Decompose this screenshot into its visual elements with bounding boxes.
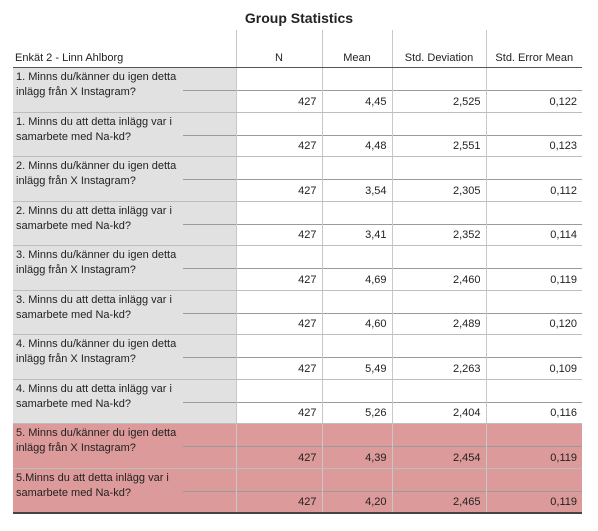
cell-n-value: 427 — [298, 184, 317, 197]
row-label: 5.Minns du att detta inlägg var i samarbete med Na-kd? — [16, 471, 169, 499]
cell-std-deviation-value: 2,460 — [452, 273, 481, 286]
row-label-cell — [13, 468, 236, 513]
row-divider — [183, 90, 236, 91]
cell-n — [236, 68, 322, 113]
cell-mean-value: 4,69 — [365, 273, 387, 286]
row-label-cell — [13, 290, 236, 335]
table-row — [13, 290, 582, 335]
cell-std-deviation — [392, 246, 486, 291]
cell-divider — [393, 135, 486, 136]
row-divider — [183, 402, 236, 403]
cell-divider — [237, 90, 322, 91]
cell-std-deviation-value: 2,305 — [452, 184, 481, 197]
cell-std-error-mean — [486, 112, 582, 157]
cell-std-error-mean-value: 0,122 — [549, 95, 577, 108]
row-divider — [183, 179, 236, 180]
cell-mean — [322, 424, 392, 469]
cell-std-deviation — [392, 379, 486, 424]
row-label: 2. Minns du/känner du igen detta inlägg från X Instagram? — [16, 160, 177, 187]
cell-std-error-mean-value: 0,109 — [549, 362, 577, 375]
cell-divider — [393, 90, 486, 91]
cell-divider — [393, 179, 486, 180]
cell-std-deviation — [392, 290, 486, 335]
cell-divider — [237, 491, 322, 492]
cell-divider — [323, 357, 392, 358]
cell-std-deviation — [392, 201, 486, 246]
cell-n-value: 427 — [298, 95, 317, 108]
cell-divider — [487, 90, 583, 91]
table-title: Group Statistics — [244, 10, 354, 26]
cell-divider — [487, 313, 583, 314]
cell-std-deviation-value: 2,352 — [452, 229, 481, 241]
cell-std-error-mean — [486, 157, 582, 202]
cell-mean-value: 3,54 — [365, 184, 387, 197]
cell-divider — [393, 268, 486, 269]
cell-mean — [322, 112, 392, 157]
cell-std-error-mean — [486, 424, 582, 469]
table-row — [13, 379, 582, 424]
cell-divider — [487, 268, 583, 269]
row-label-cell — [13, 68, 236, 113]
cell-std-deviation-value: 2,404 — [452, 407, 481, 419]
cell-mean — [322, 468, 392, 513]
row-divider — [183, 135, 236, 136]
cell-mean-value: 5,49 — [365, 362, 387, 375]
cell-std-deviation — [392, 112, 486, 157]
cell-std-deviation — [392, 335, 486, 380]
cell-std-error-mean — [486, 246, 582, 291]
cell-mean — [322, 335, 392, 380]
cell-n — [236, 290, 322, 335]
cell-n — [236, 201, 322, 246]
cell-n-value: 427 — [298, 495, 317, 508]
cell-n-value: 427 — [298, 362, 317, 375]
table-row — [13, 468, 582, 513]
cell-n — [236, 424, 322, 469]
row-label-cell — [13, 379, 236, 424]
cell-std-deviation — [392, 157, 486, 202]
row-label-cell — [13, 201, 236, 246]
cell-std-error-mean-value: 0,123 — [549, 140, 577, 152]
table-row — [13, 246, 582, 291]
cell-std-deviation-value: 2,263 — [452, 362, 481, 375]
cell-divider — [487, 491, 583, 492]
cell-n-value: 427 — [298, 318, 317, 330]
row-label-cell — [13, 157, 236, 202]
row-label: 3. Minns du att detta inlägg var i samarbete med Na-kd? — [16, 293, 172, 321]
cell-mean-value: 3,41 — [365, 229, 387, 241]
cell-divider — [393, 224, 486, 225]
cell-divider — [487, 135, 583, 136]
cell-std-error-mean-value: 0,112 — [550, 184, 577, 197]
row-label-cell — [13, 424, 236, 469]
cell-divider — [393, 446, 486, 447]
table-row — [13, 157, 582, 202]
table-row — [13, 201, 582, 246]
cell-divider — [323, 135, 392, 136]
cell-std-error-mean-value: 0,119 — [550, 273, 577, 286]
cell-n-value: 427 — [298, 229, 317, 241]
row-divider — [183, 224, 236, 225]
cell-mean-value: 5,26 — [365, 407, 387, 419]
cell-mean — [322, 290, 392, 335]
cell-mean-value: 4,20 — [365, 495, 387, 508]
cell-divider — [487, 402, 583, 403]
cell-std-error-mean — [486, 335, 582, 380]
cell-std-deviation-value: 2,525 — [452, 95, 481, 108]
cell-divider — [237, 224, 322, 225]
cell-mean-value: 4,60 — [365, 318, 387, 330]
cell-mean — [322, 379, 392, 424]
cell-divider — [323, 224, 392, 225]
row-label-cell — [13, 335, 236, 380]
cell-std-error-mean — [486, 201, 582, 246]
cell-n — [236, 335, 322, 380]
cell-mean-value: 4,39 — [365, 451, 387, 464]
cell-mean-value: 4,48 — [365, 140, 387, 152]
cell-std-deviation-value: 2,551 — [452, 140, 481, 152]
table-row — [13, 424, 582, 469]
row-label: 1. Minns du att detta inlägg var i samarbete med Na-kd? — [16, 115, 172, 143]
header-std-deviation: Std. Deviation — [392, 30, 486, 68]
cell-std-deviation-value: 2,465 — [452, 495, 481, 508]
cell-divider — [237, 135, 322, 136]
cell-std-error-mean — [486, 379, 582, 424]
cell-std-deviation — [392, 68, 486, 113]
cell-std-deviation — [392, 424, 486, 469]
row-label-cell — [13, 112, 236, 157]
table-row — [13, 112, 582, 157]
cell-n — [236, 112, 322, 157]
row-label: 4. Minns du/känner du igen detta inlägg från X Instagram? — [16, 338, 177, 365]
cell-divider — [393, 357, 486, 358]
row-divider — [183, 313, 236, 314]
cell-divider — [323, 268, 392, 269]
group-statistics-table — [13, 30, 582, 514]
header-row — [13, 30, 582, 68]
cell-divider — [487, 446, 583, 447]
table-row — [13, 335, 582, 380]
cell-divider — [323, 402, 392, 403]
cell-n — [236, 157, 322, 202]
cell-n-value: 427 — [298, 140, 317, 152]
cell-divider — [393, 313, 486, 314]
cell-mean — [322, 201, 392, 246]
table-row — [13, 68, 582, 113]
cell-mean — [322, 157, 392, 202]
cell-divider — [237, 313, 322, 314]
cell-mean-value: 4,45 — [365, 95, 387, 108]
row-label: 4. Minns du att detta inlägg var i samarbete med Na-kd? — [16, 382, 172, 410]
cell-std-error-mean-value: 0,119 — [550, 451, 577, 464]
cell-std-error-mean — [486, 68, 582, 113]
row-label-cell — [13, 246, 236, 291]
cell-divider — [323, 446, 392, 447]
cell-std-error-mean — [486, 468, 582, 513]
cell-divider — [323, 491, 392, 492]
cell-n — [236, 468, 322, 513]
header-std-error-mean: Std. Error Mean — [486, 30, 582, 68]
cell-n-value: 427 — [298, 451, 317, 464]
cell-divider — [487, 357, 583, 358]
cell-divider — [237, 446, 322, 447]
row-label: 1. Minns du/känner du igen detta inlägg från X Instagram? — [16, 71, 177, 98]
cell-divider — [237, 402, 322, 403]
cell-divider — [323, 179, 392, 180]
header-n: N — [236, 30, 322, 68]
cell-n-value: 427 — [298, 273, 317, 286]
cell-divider — [237, 357, 322, 358]
row-divider — [183, 357, 236, 358]
cell-std-error-mean-value: 0,119 — [550, 495, 577, 508]
cell-divider — [323, 313, 392, 314]
cell-std-error-mean-value: 0,120 — [549, 318, 577, 330]
row-divider — [183, 491, 236, 492]
cell-std-deviation — [392, 468, 486, 513]
cell-divider — [487, 224, 583, 225]
cell-divider — [237, 179, 322, 180]
header-group-label: Enkät 2 - Linn Ahlborg — [13, 30, 236, 68]
cell-std-deviation-value: 2,489 — [452, 318, 481, 330]
row-label: 5. Minns du/känner du igen detta inlägg från X Instagram? — [16, 427, 177, 454]
cell-n-value: 427 — [298, 407, 317, 419]
cell-mean — [322, 68, 392, 113]
cell-std-error-mean-value: 0,114 — [550, 229, 577, 241]
row-label: 3. Minns du/känner du igen detta inlägg från X Instagram? — [16, 249, 177, 276]
cell-mean — [322, 246, 392, 291]
cell-std-error-mean-value: 0,116 — [550, 407, 577, 419]
row-divider — [183, 268, 236, 269]
cell-std-error-mean — [486, 290, 582, 335]
row-divider — [183, 446, 236, 447]
cell-divider — [393, 491, 486, 492]
cell-n — [236, 379, 322, 424]
cell-std-deviation-value: 2,454 — [452, 451, 481, 464]
cell-divider — [487, 179, 583, 180]
cell-divider — [393, 402, 486, 403]
row-label: 2. Minns du att detta inlägg var i samarbete med Na-kd? — [16, 204, 172, 232]
header-mean: Mean — [322, 30, 392, 68]
cell-n — [236, 246, 322, 291]
cell-divider — [237, 268, 322, 269]
cell-divider — [323, 90, 392, 91]
